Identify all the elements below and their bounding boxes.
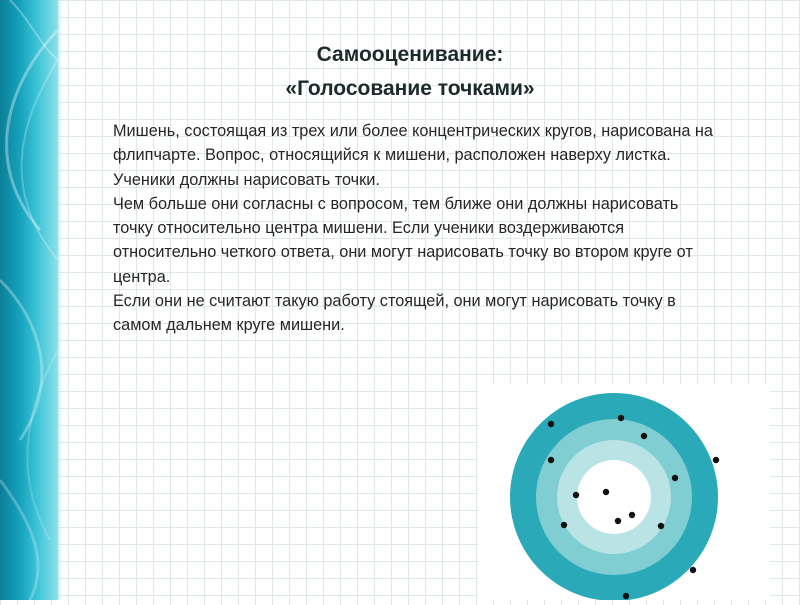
vote-dot [641, 433, 647, 439]
vote-dot [615, 518, 621, 524]
vote-dot [713, 457, 719, 463]
title-line-2: «Голосование точками» [285, 77, 535, 100]
decorative-side-band [0, 0, 58, 600]
vote-dot [573, 492, 579, 498]
vote-dot [548, 457, 554, 463]
vote-dot [603, 489, 609, 495]
decorative-swirl [0, 0, 58, 600]
target-image-panel [478, 384, 770, 600]
slide-body [113, 119, 713, 338]
paragraph-1: Мишень, состоящая из трех или более концентрических кругов, нарисована на флипчарте. Вопрос, относящийся к мишени, расположен наверху листка. Ученики должны нарисовать точки. [113, 122, 713, 189]
vote-dot [618, 415, 624, 421]
vote-dot [623, 593, 629, 599]
vote-dot [629, 512, 635, 518]
slide-title [200, 38, 620, 106]
paragraph-2: Чем больше они согласны с вопросом, тем ближе они должны нарисовать точку относительно центра мишени. Если ученики воздерживаются относительно четкого ответа, они могут нарисовать точку во втором круге от центра. [113, 194, 693, 286]
vote-dot [548, 421, 554, 427]
vote-dot [561, 522, 567, 528]
target-center [577, 460, 651, 534]
title-line-1: Самооценивание: [316, 43, 504, 66]
side-band-highlight [58, 0, 62, 600]
paragraph-3: Если они не считают такую работу стоящей, они могут нарисовать точку в самом дальнем круге мишени. [113, 292, 676, 335]
vote-dot [658, 523, 664, 529]
vote-dot [690, 567, 696, 573]
vote-dot [672, 475, 678, 481]
dot-voting-target [478, 384, 770, 600]
